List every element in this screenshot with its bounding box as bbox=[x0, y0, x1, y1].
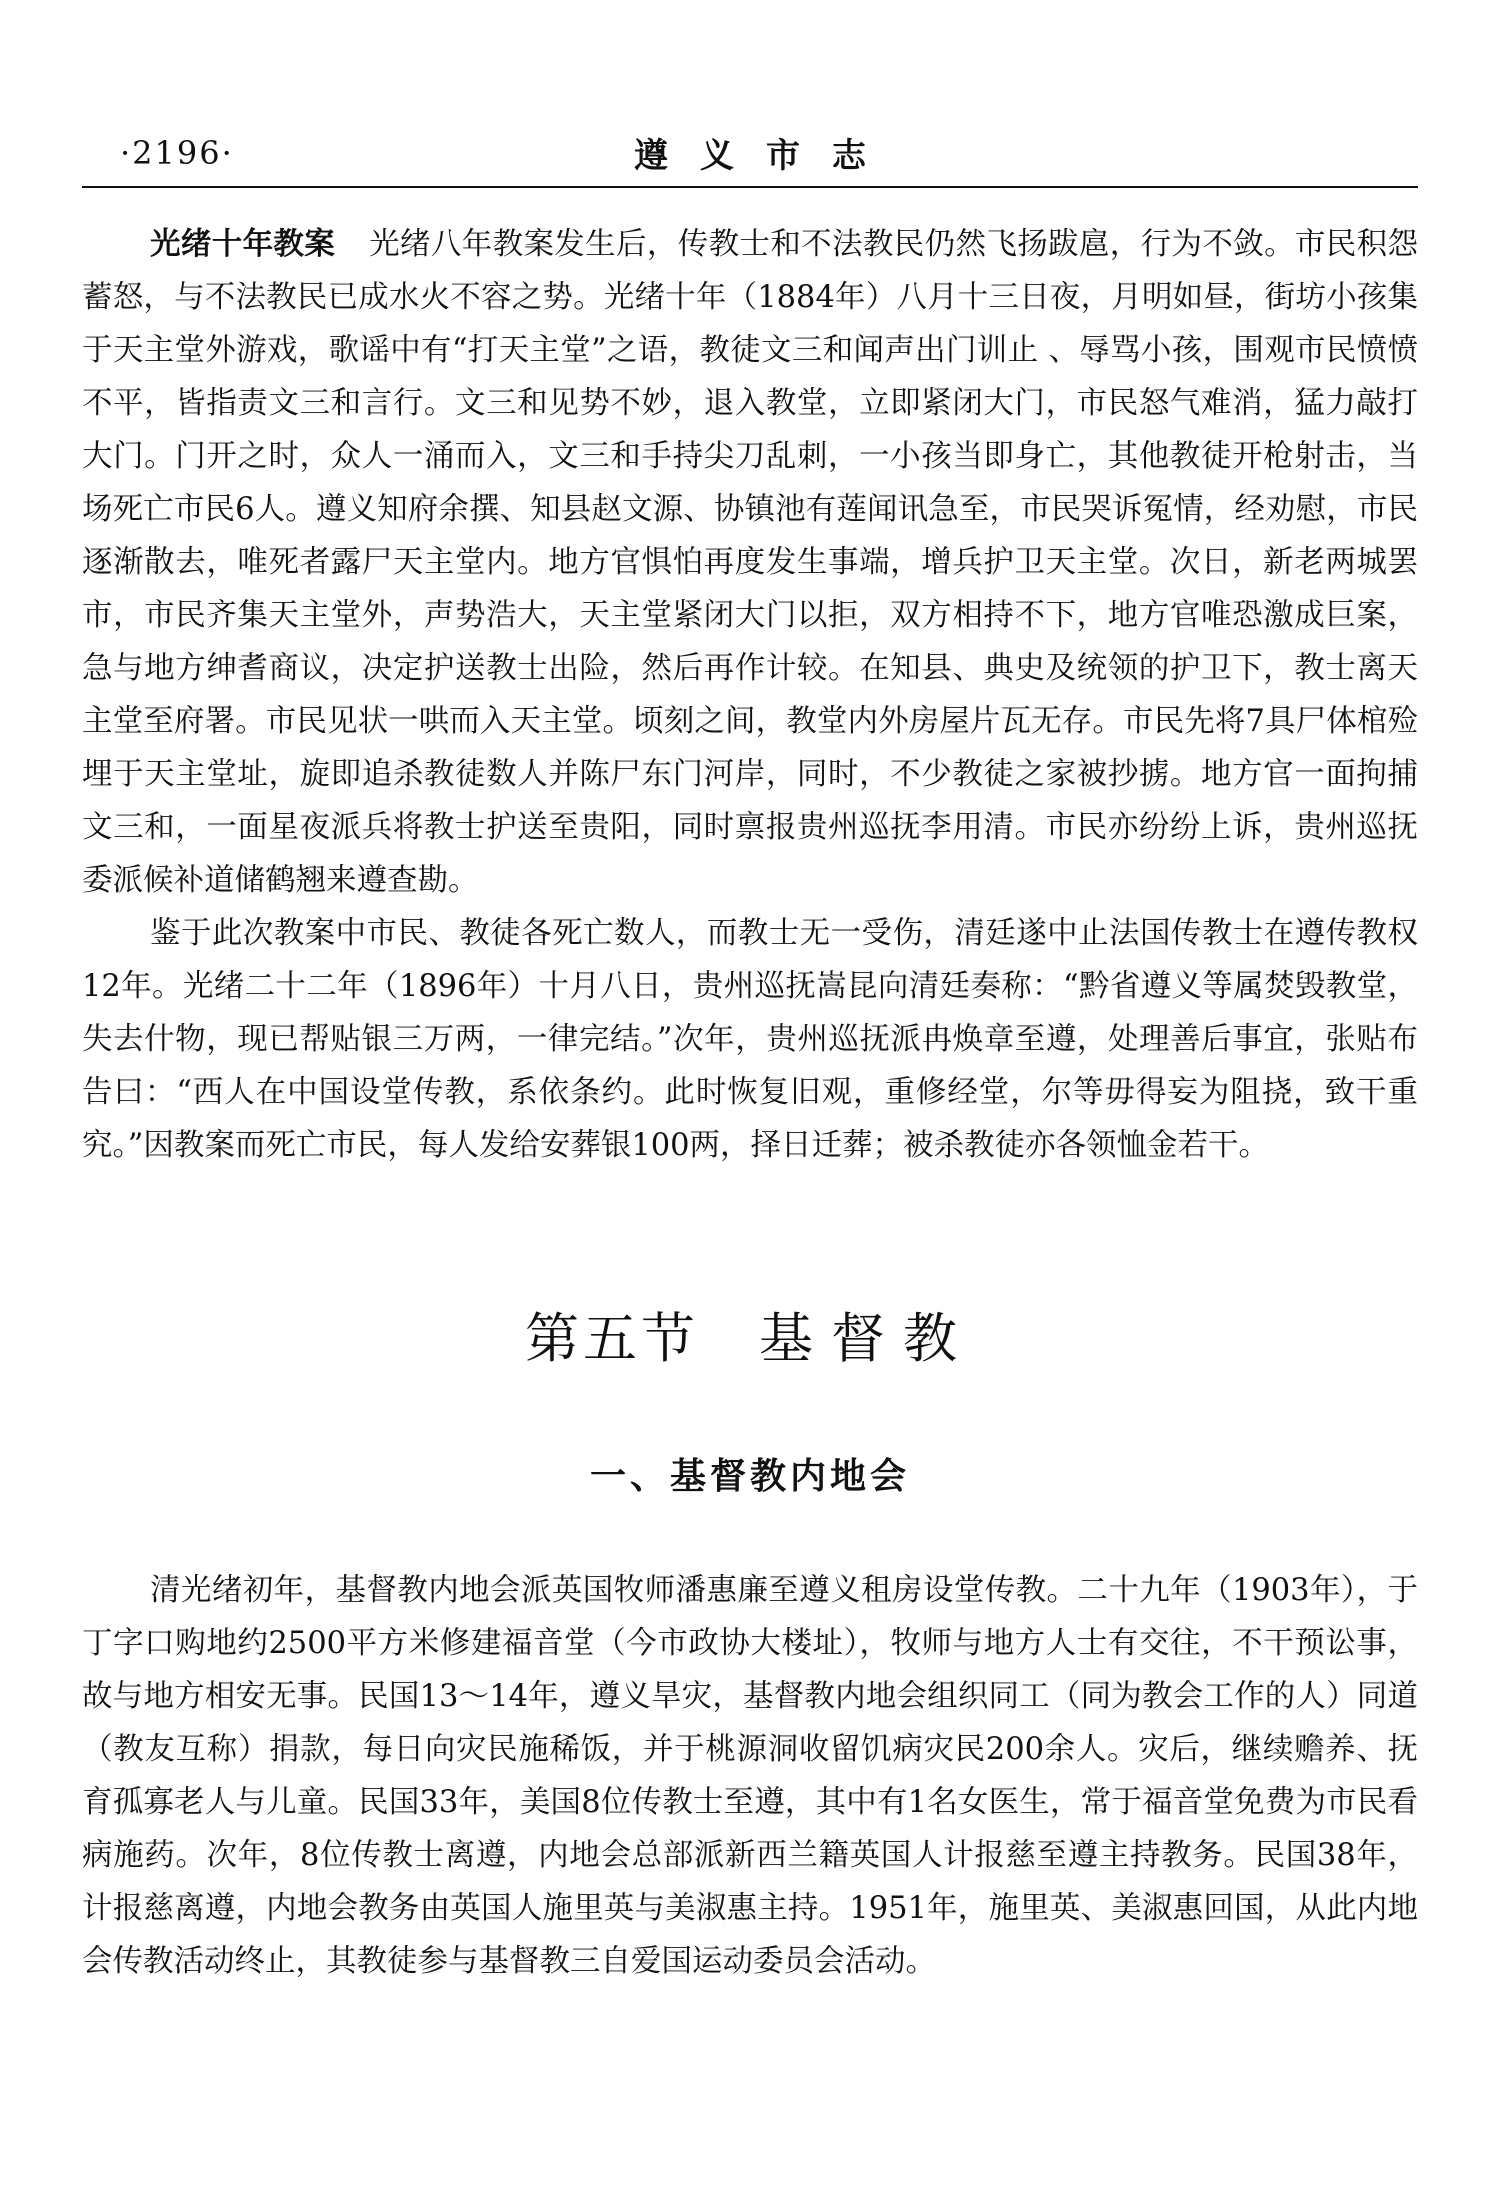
section-title bbox=[0, 1296, 1500, 1373]
header-rule bbox=[82, 186, 1418, 188]
case-title: 光绪十年教案 bbox=[150, 227, 336, 262]
paragraph-text: 光绪八年教案发生后，传教士和不法教民仍然飞扬跋扈，行为不敛。市民积怨蓄怒，与不法教民已成水火不容之势。光绪十年（1884年）八月十三日夜，月明如昼，街坊小孩集于天主堂外游戏，歌谣中有“打天主堂”之语，教徒文三和闻声出门训止 、辱骂小孩，围观市民愤愤不平，皆指责文三和言行。文三和见势不妙，退入教堂，立即紧闭大门，市民怒气难消，猛力敲打大门。门开之时，众人一涌而入，文三和手持尖刀乱刺，一小孩当即身亡，其他教徒开枪射击，当场死亡市民6人。遵义知府余撰、知县赵文源、协镇池有莲闻讯急至，市民哭诉冤情，经劝慰，市民逐渐散去，唯死者露尸天主堂内。地方官惧怕再度发生事端，增兵护卫天主堂。次日，新老两城罢市，市民齐集天主堂外，声势浩大，天主堂紧闭大门以拒，双方相持不下，地方官唯恐激成巨案，急与地方绅耆商议，决定护送教士出险，然后再作计较。在知县、典史及统领的护卫下，教士离天主堂至府署。市民见状一哄而入天主堂。顷刻之间，教堂内外房屋片瓦无存。市民先将7具尸体棺殓埋于天主堂址，旋即追杀教徒数人并陈尸东门河岸，同时，不少教徒之家被抄掳。地方官一面拘捕文三和，一面星夜派兵将教士护送至贵阳，同时禀报贵州巡抚李用清。市民亦纷纷上诉，贵州巡抚委派候补道储鹤翘来遵查勘。 bbox=[82, 227, 1419, 898]
subsection-title: 一、基督教内地会 bbox=[589, 1456, 910, 1497]
section-name: 基督教 bbox=[759, 1307, 975, 1370]
paragraph: 清光绪初年，基督教内地会派英国牧师潘惠廉至遵义租房设堂传教。二十九年（1903年），于丁字口购地约2500平方米修建福音堂（今市政协大楼址），牧师与地方人士有交往，不干预讼事，故与地方相安无事。民国13～14年，遵义旱灾，基督教内地会组织同工（同为教会工作的人）同道（教友互称）捐款，每日向灾民施稀饭，并于桃源洞收留饥病灾民200余人。灾后，继续赡养、抚育孤寡老人与儿童。民国33年，美国8位传教士至遵，其中有1名女医生，常于福音堂免费为市民看病施药。次年，8位传教士离遵，内地会总部派新西兰籍英国人计报慈至遵主持教务。民国38年，计报慈离遵，内地会教务由英国人施里英与美淑惠主持。1951年，施里英、美淑惠回国，从此内地会传教活动终止，其教徒参与基督教三自爱国运动委员会活动。 bbox=[82, 1573, 1418, 1979]
paragraph: 鉴于此次教案中市民、教徒各死亡数人，而教士无一受伤，清廷遂中止法国传教士在遵传教权12年。光绪二十二年（1896年）十月八日，贵州巡抚嵩昆向清廷奏称：“黔省遵义等属焚毁教堂，失去什物，现已帮贴银三万两，一律完结。”次年，贵州巡抚派冉焕章至遵，处理善后事宜，张贴布告曰：“西人在中国设堂传教，系依条约。此时恢复旧观，重修经堂，尔等毋得妄为阻挠，致干重究。”因教案而死亡市民，每人发给安葬银100两，择日迁葬；被杀教徒亦各领恤金若干。 bbox=[82, 916, 1418, 1163]
paragraph bbox=[82, 218, 1418, 907]
running-title: 遵义市志 bbox=[634, 136, 898, 176]
section-2-body bbox=[82, 1564, 1418, 1988]
page-number: ·2196· bbox=[120, 134, 234, 172]
section-number: 第五节 bbox=[525, 1307, 699, 1370]
section-1-body bbox=[82, 218, 1418, 1172]
page-header bbox=[82, 128, 1418, 184]
